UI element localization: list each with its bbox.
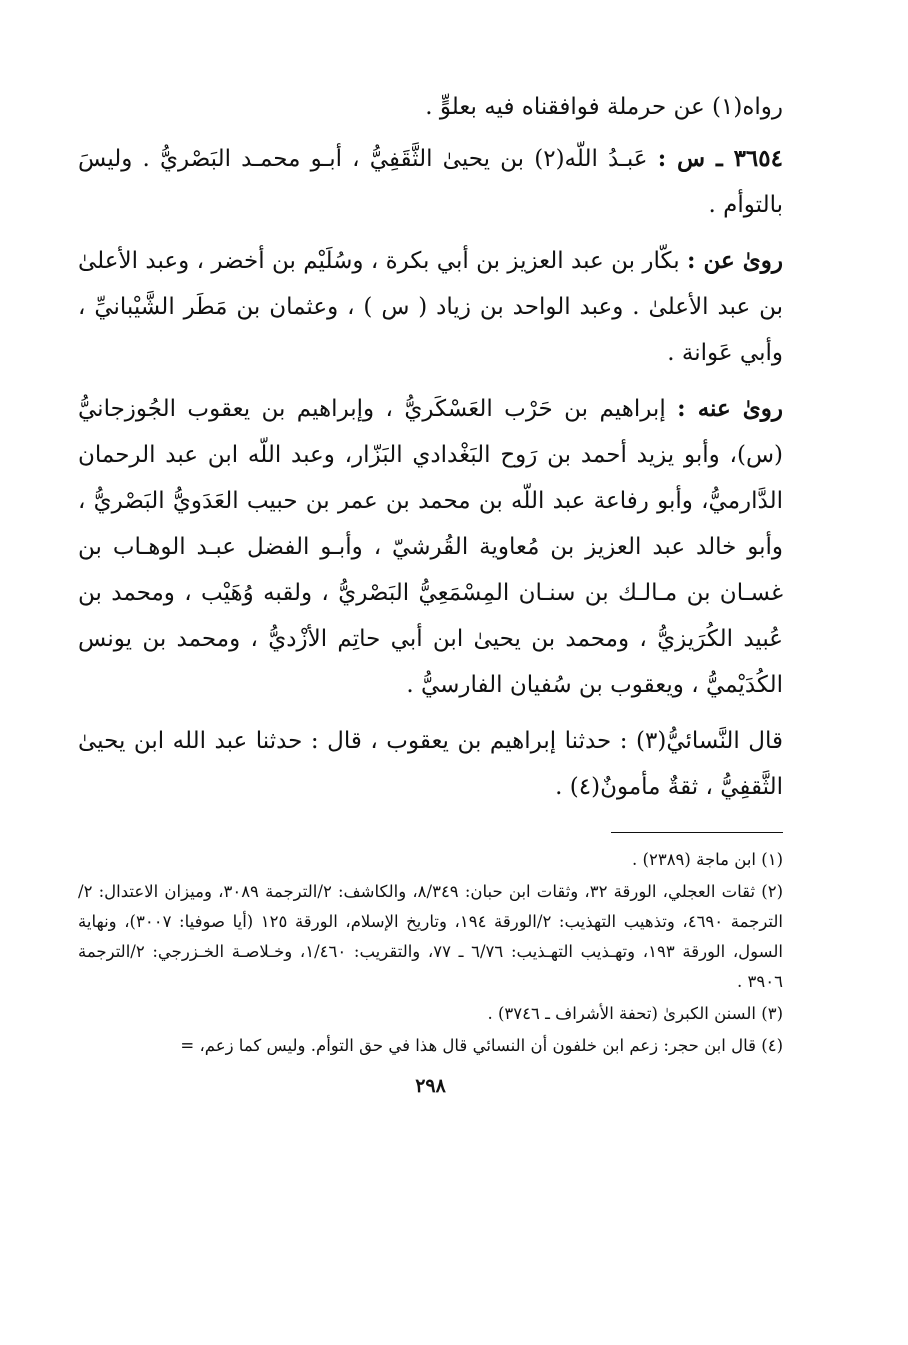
narrated-by-paragraph bbox=[78, 386, 783, 708]
narrated-from-paragraph bbox=[78, 238, 783, 376]
main-text bbox=[78, 84, 783, 810]
footnote-1: (١) ابن ماجة (٢٣٨٩) . bbox=[632, 850, 783, 869]
entry-number: ٣٦٥٤ ـ س : bbox=[657, 145, 783, 172]
footnote-2: (٢) ثقات العجلي، الورقة ٣٢، وثقات ابن حبان: ٨/٣٤٩، والكاشف: ٢/الترجمة ٣٠٨٩، وميزان الاعتدال: ٢/الترجمة ٤٦٩٠، وتذهيب التهذيب: ٢/الورقة ١٩٤، وتاريخ الإسلام، الورقة ١٢٥ (أيا صوفيا: ٣٠٠٧)، ونهاية السول، الورقة ١٩٣، وتهـذيب التهـذيب: ٦/٧٦ ـ ٧٧، والتقريب: ١/٤٦٠، وخـلاصـة الخـزرجي: ٢/الترجمة ٣٩٠٦ . bbox=[78, 882, 784, 991]
footnote-4: (٤) قال ابن حجر: زعم ابن خلفون أن النسائي قال هذا في حق التوأم. وليس كما زعم، = bbox=[180, 1036, 783, 1055]
page-number: ٢٩٨ bbox=[415, 1075, 446, 1097]
narrated-by-label: روىٰ عنه : bbox=[677, 395, 784, 422]
entry-paragraph bbox=[78, 136, 783, 228]
nasai-paragraph: قال النَّسائيُّ(٣) : حدثنا إبراهيم بن يعقوب ، قال : حدثنا عبد الله ابن يحيىٰ الثَّقفِيُّ ، ثقةٌ مأمونٌ(٤) . bbox=[78, 728, 784, 800]
narrated-from-label: روىٰ عن : bbox=[686, 247, 784, 274]
paragraph-narration: رواه(١) عن حرملة فوافقناه فيه بعلوٍّ . bbox=[425, 94, 783, 120]
footnote-divider bbox=[611, 832, 783, 833]
entry-text: عَبـدُ اللّه(٢) بن يحيىٰ الثَّقَفِيُّ ، أبـو محمـد البَصْريُّ . وليسَ بالتوأم . bbox=[78, 146, 783, 218]
narrated-from-text: بكّار بن عبد العزيز بن أبي بكرة ، وسُلَيْم بن أخضر ، وعبد الأعلىٰ بن عبد الأعلىٰ . وعبد الواحد بن زياد ( س ) ، وعثمان بن مَطَر الشَّيْبانيِّ ، وأبي عَوانة . bbox=[78, 248, 783, 366]
document-page bbox=[78, 84, 783, 1097]
footnote-3: (٣) السنن الكبرىٰ (تحفة الأشراف ـ ٣٧٤٦) . bbox=[487, 1004, 783, 1023]
footnotes bbox=[78, 845, 783, 1061]
narrated-by-text: إبراهيم بن حَرْب العَسْكَريُّ ، وإبراهيم بن يعقوب الجُوزجانيُّ (س)، وأبو يزيد أحمد بن رَوح البَغْدادي البَزّار، وعبد اللّه ابن عبد الرحمان الدَّارميُّ، وأبو رفاعة عبد اللّه بن محمد بن عمر بن حبيب العَدَويُّ البَصْريُّ ، وأبو خالد عبد العزيز بن مُعاوية القُرشيّ ، وأبـو الفضل عبـد الوهـاب بن غسـان بن مـالـك بن سنـان المِسْمَعِيُّ البَصْريُّ ، ولقبه وُهَيْب ، ومحمد بن عُبيد الكُرَيزيُّ ، ومحمد بن يحيىٰ ابن أبي حاتِم الأزْديُّ ، ومحمد بن يونس الكُدَيْميُّ ، ويعقوب بن سُفيان الفارسيُّ . bbox=[78, 396, 783, 698]
